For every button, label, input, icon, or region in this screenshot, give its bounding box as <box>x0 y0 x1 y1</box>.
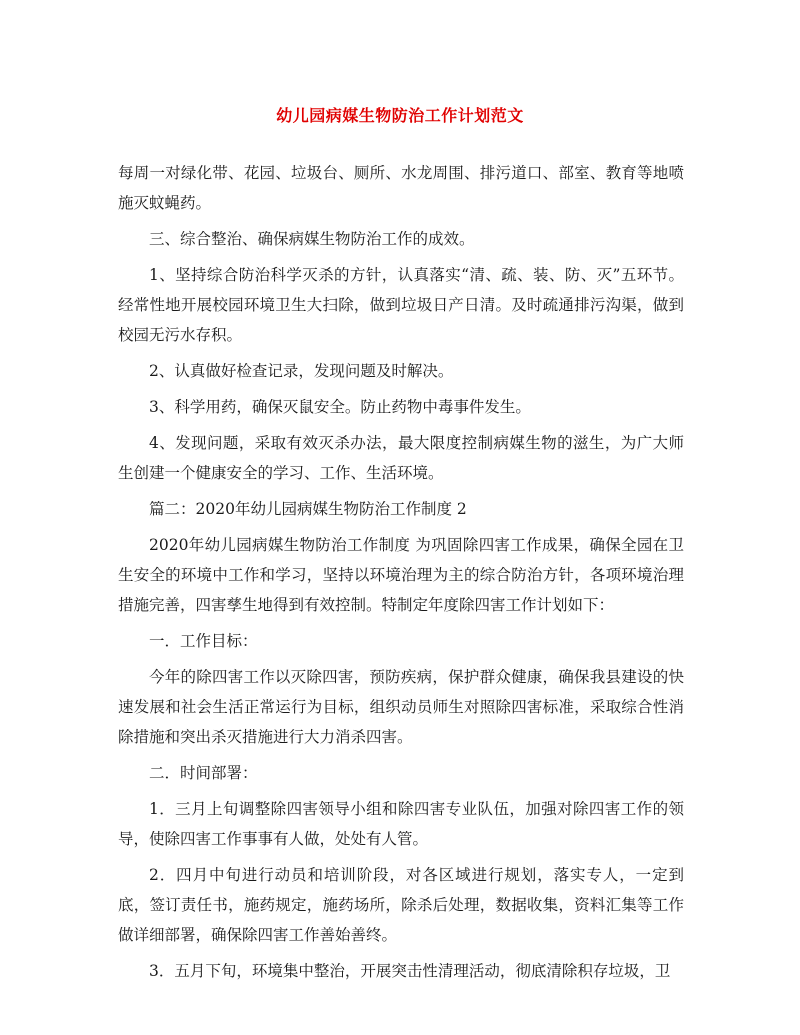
document-title: 幼儿园病媒生物防治工作计划范文 <box>276 106 524 125</box>
paragraph: 4、发现问题，采取有效灭杀办法，最大限度控制病媒生物的滋生，为广大师生创建一个健康安全的学习、工作、生活环境。 <box>118 434 684 482</box>
document-body <box>118 158 684 992</box>
paragraph: 二．时间部署： <box>149 764 258 782</box>
paragraph: 2、认真做好检查记录，发现问题及时解决。 <box>149 362 454 380</box>
paragraph: 一．工作目标： <box>149 632 258 650</box>
paragraph: 3、科学用药，确保灭鼠安全。防止药物中毒事件发生。 <box>149 398 531 416</box>
paragraph: 每周一对绿化带、花园、垃圾台、厕所、水龙周围、排污道口、部室、教育等地喷施灭蚊蝇药。 <box>118 164 684 212</box>
paragraph: 三、综合整治、确保病媒生物防治工作的成效。 <box>149 230 475 248</box>
paragraph: 1、坚持综合防治科学灭杀的方针，认真落实“清、疏、装、防、灭”五环节。经常性地开展校园环境卫生大扫除，做到垃圾日产日清。及时疏通排污沟渠，做到校园无污水存积。 <box>118 266 684 344</box>
paragraph: 2020年幼儿园病媒生物防治工作制度 为巩固除四害工作成果，确保全园在卫生安全的环境中工作和学习，坚持以环境治理为主的综合防治方针，各项环境治理措施完善，四害孳生地得到有效控制。特制定年度除四害工作计划如下： <box>118 536 684 614</box>
paragraph: 1．三月上旬调整除四害领导小组和除四害专业队伍，加强对除四害工作的领导，使除四害工作事事有人做，处处有人管。 <box>118 800 684 848</box>
paragraph: 篇二：2020年幼儿园病媒生物防治工作制度 2 <box>149 500 467 518</box>
paragraph: 2．四月中旬进行动员和培训阶段，对各区域进行规划，落实专人，一定到底，签订责任书，施药规定，施药场所，除杀后处理，数据收集，资料汇集等工作做详细部署，确保除四害工作善始善终。 <box>118 866 684 944</box>
paragraph: 3．五月下旬，环境集中整治，开展突击性清理活动，彻底清除积存垃圾，卫 <box>149 962 671 980</box>
paragraph: 今年的除四害工作以灭除四害，预防疾病，保护群众健康，确保我县建设的快速发展和社会生活正常运行为目标，组织动员师生对照除四害标准，采取综合性消除措施和突出杀灭措施进行大力消杀四害。 <box>118 668 684 746</box>
